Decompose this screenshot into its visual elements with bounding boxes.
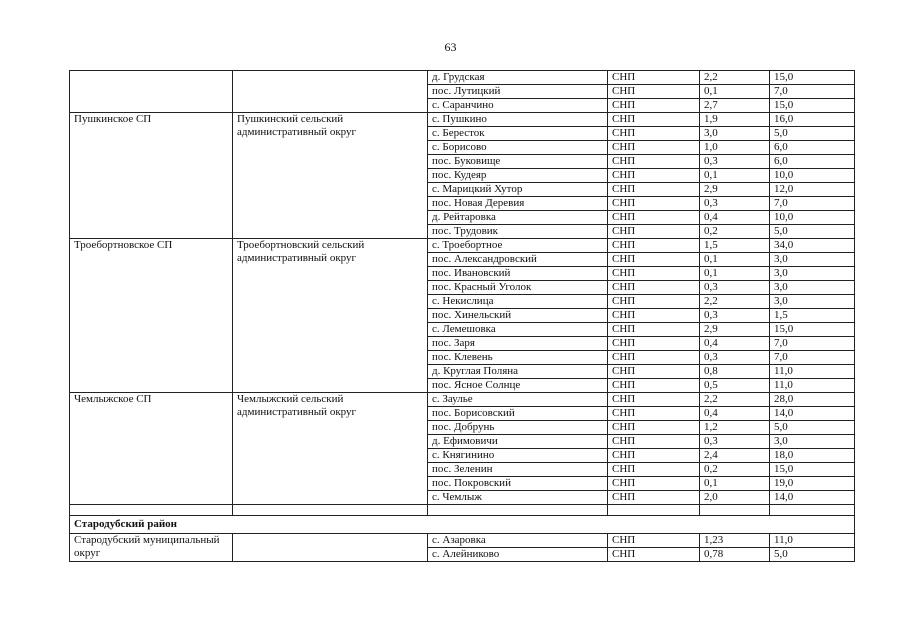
type-cell: СНП bbox=[608, 85, 700, 99]
value-cell: 16,0 bbox=[770, 113, 855, 127]
locality-cell: д. Ефимовичи bbox=[428, 435, 608, 449]
settlement-cell bbox=[70, 71, 233, 113]
type-cell: СНП bbox=[608, 239, 700, 253]
value-cell: 15,0 bbox=[770, 99, 855, 113]
value-cell: 15,0 bbox=[770, 323, 855, 337]
empty-cell bbox=[770, 505, 855, 516]
table-body bbox=[70, 71, 855, 562]
area-cell: 0,4 bbox=[700, 211, 770, 225]
type-cell: СНП bbox=[608, 197, 700, 211]
area-cell: 0,1 bbox=[700, 477, 770, 491]
type-cell: СНП bbox=[608, 295, 700, 309]
value-cell: 6,0 bbox=[770, 141, 855, 155]
value-cell: 19,0 bbox=[770, 477, 855, 491]
locality-cell: с. Пушкино bbox=[428, 113, 608, 127]
district-cell: Пушкинский сельский административный округ bbox=[233, 113, 428, 239]
area-cell: 2,0 bbox=[700, 491, 770, 505]
district-cell bbox=[233, 71, 428, 113]
value-cell: 7,0 bbox=[770, 197, 855, 211]
value-cell: 3,0 bbox=[770, 435, 855, 449]
type-cell: СНП bbox=[608, 309, 700, 323]
area-cell: 0,3 bbox=[700, 351, 770, 365]
empty-cell bbox=[70, 505, 233, 516]
type-cell: СНП bbox=[608, 365, 700, 379]
area-cell: 2,2 bbox=[700, 393, 770, 407]
area-cell: 0,4 bbox=[700, 337, 770, 351]
area-cell: 0,1 bbox=[700, 267, 770, 281]
type-cell: СНП bbox=[608, 477, 700, 491]
type-cell: СНП bbox=[608, 141, 700, 155]
section-title: Стародубский район bbox=[70, 516, 855, 534]
value-cell: 7,0 bbox=[770, 351, 855, 365]
area-cell: 0,1 bbox=[700, 169, 770, 183]
locality-cell: пос. Зеленин bbox=[428, 463, 608, 477]
value-cell: 18,0 bbox=[770, 449, 855, 463]
value-cell: 3,0 bbox=[770, 253, 855, 267]
locality-cell: д. Грудская bbox=[428, 71, 608, 85]
area-cell: 0,8 bbox=[700, 365, 770, 379]
area-cell: 0,3 bbox=[700, 309, 770, 323]
table-row bbox=[70, 534, 855, 548]
settlement-cell: Троебортновское СП bbox=[70, 239, 233, 393]
locality-cell: пос. Борисовский bbox=[428, 407, 608, 421]
type-cell: СНП bbox=[608, 183, 700, 197]
type-cell: СНП bbox=[608, 393, 700, 407]
settlement-cell: Чемлыжское СП bbox=[70, 393, 233, 505]
value-cell: 10,0 bbox=[770, 211, 855, 225]
type-cell: СНП bbox=[608, 407, 700, 421]
table-row bbox=[70, 113, 855, 127]
area-cell: 1,2 bbox=[700, 421, 770, 435]
type-cell: СНП bbox=[608, 155, 700, 169]
area-cell: 0,1 bbox=[700, 85, 770, 99]
value-cell: 7,0 bbox=[770, 85, 855, 99]
value-cell: 5,0 bbox=[770, 127, 855, 141]
value-cell: 11,0 bbox=[770, 534, 855, 548]
type-cell: СНП bbox=[608, 449, 700, 463]
area-cell: 3,0 bbox=[700, 127, 770, 141]
spacer-row bbox=[70, 505, 855, 516]
area-cell: 0,1 bbox=[700, 253, 770, 267]
locality-cell: пос. Хинельский bbox=[428, 309, 608, 323]
value-cell: 15,0 bbox=[770, 71, 855, 85]
value-cell: 28,0 bbox=[770, 393, 855, 407]
locality-cell: пос. Заря bbox=[428, 337, 608, 351]
value-cell: 14,0 bbox=[770, 491, 855, 505]
locality-cell: пос. Клевень bbox=[428, 351, 608, 365]
value-cell: 3,0 bbox=[770, 281, 855, 295]
type-cell: СНП bbox=[608, 337, 700, 351]
value-cell: 11,0 bbox=[770, 365, 855, 379]
area-cell: 0,3 bbox=[700, 281, 770, 295]
value-cell: 34,0 bbox=[770, 239, 855, 253]
district-cell: Чемлыжский сельский административный округ bbox=[233, 393, 428, 505]
type-cell: СНП bbox=[608, 281, 700, 295]
type-cell: СНП bbox=[608, 71, 700, 85]
locality-cell: пос. Ясное Солнце bbox=[428, 379, 608, 393]
value-cell: 5,0 bbox=[770, 548, 855, 562]
locality-cell: пос. Новая Деревия bbox=[428, 197, 608, 211]
locality-cell: с. Алейниково bbox=[428, 548, 608, 562]
type-cell: СНП bbox=[608, 379, 700, 393]
locality-cell: с. Марицкий Хутор bbox=[428, 183, 608, 197]
locality-cell: пос. Ивановский bbox=[428, 267, 608, 281]
type-cell: СНП bbox=[608, 127, 700, 141]
settlement-cell: Стародубский муниципальный округ bbox=[70, 534, 233, 562]
value-cell: 3,0 bbox=[770, 295, 855, 309]
locality-cell: с. Саранчино bbox=[428, 99, 608, 113]
type-cell: СНП bbox=[608, 351, 700, 365]
type-cell: СНП bbox=[608, 421, 700, 435]
type-cell: СНП bbox=[608, 169, 700, 183]
area-cell: 0,4 bbox=[700, 407, 770, 421]
locality-cell: с. Азаровка bbox=[428, 534, 608, 548]
value-cell: 12,0 bbox=[770, 183, 855, 197]
value-cell: 7,0 bbox=[770, 337, 855, 351]
type-cell: СНП bbox=[608, 253, 700, 267]
locality-cell: пос. Красный Уголок bbox=[428, 281, 608, 295]
type-cell: СНП bbox=[608, 548, 700, 562]
value-cell: 15,0 bbox=[770, 463, 855, 477]
settlements-table bbox=[69, 70, 855, 562]
area-cell: 1,5 bbox=[700, 239, 770, 253]
area-cell: 0,3 bbox=[700, 197, 770, 211]
locality-cell: с. Бересток bbox=[428, 127, 608, 141]
type-cell: СНП bbox=[608, 113, 700, 127]
type-cell: СНП bbox=[608, 99, 700, 113]
locality-cell: с. Чемлыж bbox=[428, 491, 608, 505]
area-cell: 1,9 bbox=[700, 113, 770, 127]
table-row bbox=[70, 393, 855, 407]
value-cell: 3,0 bbox=[770, 267, 855, 281]
empty-cell bbox=[608, 505, 700, 516]
value-cell: 5,0 bbox=[770, 421, 855, 435]
area-cell: 0,78 bbox=[700, 548, 770, 562]
locality-cell: д. Круглая Поляна bbox=[428, 365, 608, 379]
area-cell: 1,0 bbox=[700, 141, 770, 155]
value-cell: 10,0 bbox=[770, 169, 855, 183]
type-cell: СНП bbox=[608, 435, 700, 449]
value-cell: 1,5 bbox=[770, 309, 855, 323]
locality-cell: пос. Добрунь bbox=[428, 421, 608, 435]
empty-cell bbox=[700, 505, 770, 516]
type-cell: СНП bbox=[608, 211, 700, 225]
empty-cell bbox=[233, 505, 428, 516]
type-cell: СНП bbox=[608, 323, 700, 337]
area-cell: 2,7 bbox=[700, 99, 770, 113]
empty-cell bbox=[428, 505, 608, 516]
table-row bbox=[70, 239, 855, 253]
locality-cell: пос. Лутицкий bbox=[428, 85, 608, 99]
locality-cell: с. Заулье bbox=[428, 393, 608, 407]
value-cell: 5,0 bbox=[770, 225, 855, 239]
value-cell: 14,0 bbox=[770, 407, 855, 421]
area-cell: 2,9 bbox=[700, 183, 770, 197]
district-cell bbox=[233, 534, 428, 562]
type-cell: СНП bbox=[608, 491, 700, 505]
type-cell: СНП bbox=[608, 225, 700, 239]
area-cell: 2,2 bbox=[700, 295, 770, 309]
area-cell: 2,9 bbox=[700, 323, 770, 337]
type-cell: СНП bbox=[608, 463, 700, 477]
locality-cell: пос. Трудовик bbox=[428, 225, 608, 239]
locality-cell: пос. Кудеяр bbox=[428, 169, 608, 183]
area-cell: 0,2 bbox=[700, 463, 770, 477]
locality-cell: пос. Александровский bbox=[428, 253, 608, 267]
settlement-cell: Пушкинское СП bbox=[70, 113, 233, 239]
area-cell: 2,4 bbox=[700, 449, 770, 463]
table-row bbox=[70, 71, 855, 85]
type-cell: СНП bbox=[608, 534, 700, 548]
locality-cell: с. Княгинино bbox=[428, 449, 608, 463]
locality-cell: с. Некислица bbox=[428, 295, 608, 309]
type-cell: СНП bbox=[608, 267, 700, 281]
locality-cell: д. Рейтаровка bbox=[428, 211, 608, 225]
area-cell: 0,3 bbox=[700, 155, 770, 169]
district-cell: Троебортновский сельский административный округ bbox=[233, 239, 428, 393]
value-cell: 6,0 bbox=[770, 155, 855, 169]
locality-cell: пос. Покровский bbox=[428, 477, 608, 491]
locality-cell: с. Троебортное bbox=[428, 239, 608, 253]
area-cell: 0,3 bbox=[700, 435, 770, 449]
page-number: 63 bbox=[444, 40, 457, 54]
area-cell: 1,23 bbox=[700, 534, 770, 548]
locality-cell: с. Борисово bbox=[428, 141, 608, 155]
locality-cell: с. Лемешовка bbox=[428, 323, 608, 337]
locality-cell: пос. Буковище bbox=[428, 155, 608, 169]
area-cell: 2,2 bbox=[700, 71, 770, 85]
section-row bbox=[70, 516, 855, 534]
area-cell: 0,5 bbox=[700, 379, 770, 393]
value-cell: 11,0 bbox=[770, 379, 855, 393]
area-cell: 0,2 bbox=[700, 225, 770, 239]
